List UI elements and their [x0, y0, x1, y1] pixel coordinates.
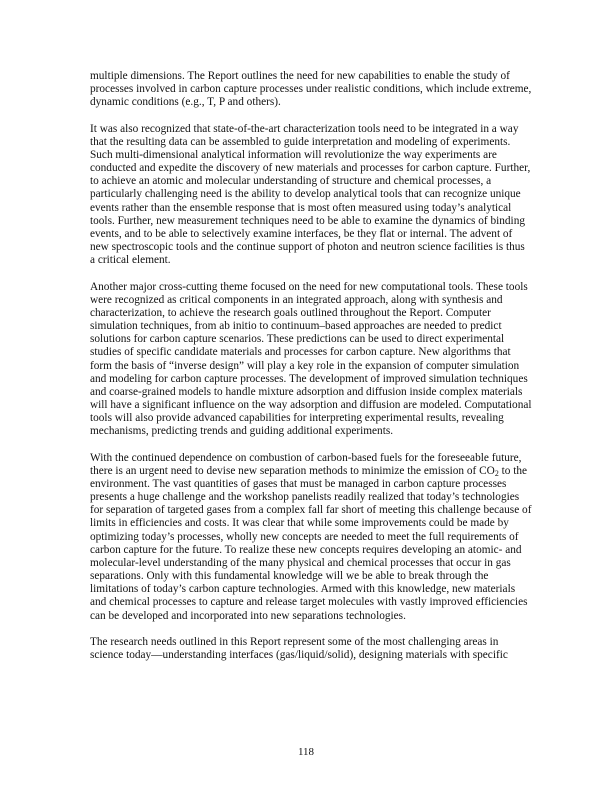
paragraph-5: The research needs outlined in this Report represent some of the most challenging areas in science today—understanding interfaces (gas/liquid/solid), designing materials with specific	[90, 635, 508, 661]
page-number: 118	[297, 746, 315, 758]
paragraph-1: multiple dimensions. The Report outlines the need for new capabilities to enable the study of processes involved in carbon capture processes under realistic conditions, which include extreme, dynamic conditions (e.g., T, P and others).	[90, 70, 532, 109]
page-body	[90, 70, 532, 675]
paragraph-2: It was also recognized that state-of-the-art characterization tools need to be integrated in a way that the resulting data can be assembled to guide interpretation and modeling of experiments. Such multi-dimensional analytical information will revolutionize the way experiments are conducted and expedite the discovery of new materials and processes for carbon capture. Further, to achieve an atomic and molecular understanding of structure and chemical processes, a particularly challenging need is the ability to develop analytical tools that can recognize unique events rather than the ensemble response that is most often measured using today’s analytical tools. Further, new measurement techniques need to be able to examine the dynamics of binding events, and to be able to selectively examine interfaces, be they flat or internal. The advent of new spectroscopic tools and the continue support of photon and neutron science facilities is thus a critical element.	[90, 122, 531, 267]
paragraph-3: Another major cross-cutting theme focused on the need for new computational tools. These tools were recognized as critical components in an integrated approach, along with synthesis and characterization, to achieve the research goals outlined throughout the Report. Computer simulation techniques, from ab initio to continuum‒based approaches are needed to predict solutions for carbon capture scenarios. These predictions can be used to direct experimental studies of specific candidate materials and processes for carbon capture. New algorithms that form the basis of “inverse design” will play a key role in the expansion of computer simulation and modeling for carbon capture processes. The development of improved simulation techniques and coarse-grained models to handle mixture adsorption and diffusion inside complex materials will have a significant influence on the way adsorption and diffusion are modeled. Computational tools will also provide advanced capabilities for interpreting experimental results, revealing mechanisms, predicting trends and guiding additional experiments.	[90, 280, 532, 438]
paragraph-4-text-after: to the environment. The vast quantities of gases that must be managed in carbon capture processes presents a huge challenge and the workshop panelists readily realized that today’s technologies for separation of targeted gases from a complex fall far short of meeting this challenge because of limits in efficiencies and costs. It was clear that while some improvements could be made by optimizing today’s processes, wholly new concepts are needed to meet the full requirements of carbon capture for the future. To realize these new concepts requires developing an atomic- and molecular-level understanding of the many physical and chemical processes that occur in gas separations. Only with this fundamental knowledge will we be able to break through the limitations of today’s carbon capture technologies. Armed with this knowledge, new materials and chemical processes to capture and release target molecules with vastly improved efficiencies can be developed and incorporated into new separations technologies.	[90, 464, 532, 622]
paragraph-4-text-before: With the continued dependence on combustion of carbon-based fuels for the foreseeable future, there is an urgent need to devise new separation methods to minimize the emission of CO	[90, 451, 522, 477]
co2-subscript: 2	[494, 468, 499, 478]
paragraph-4	[90, 452, 532, 623]
